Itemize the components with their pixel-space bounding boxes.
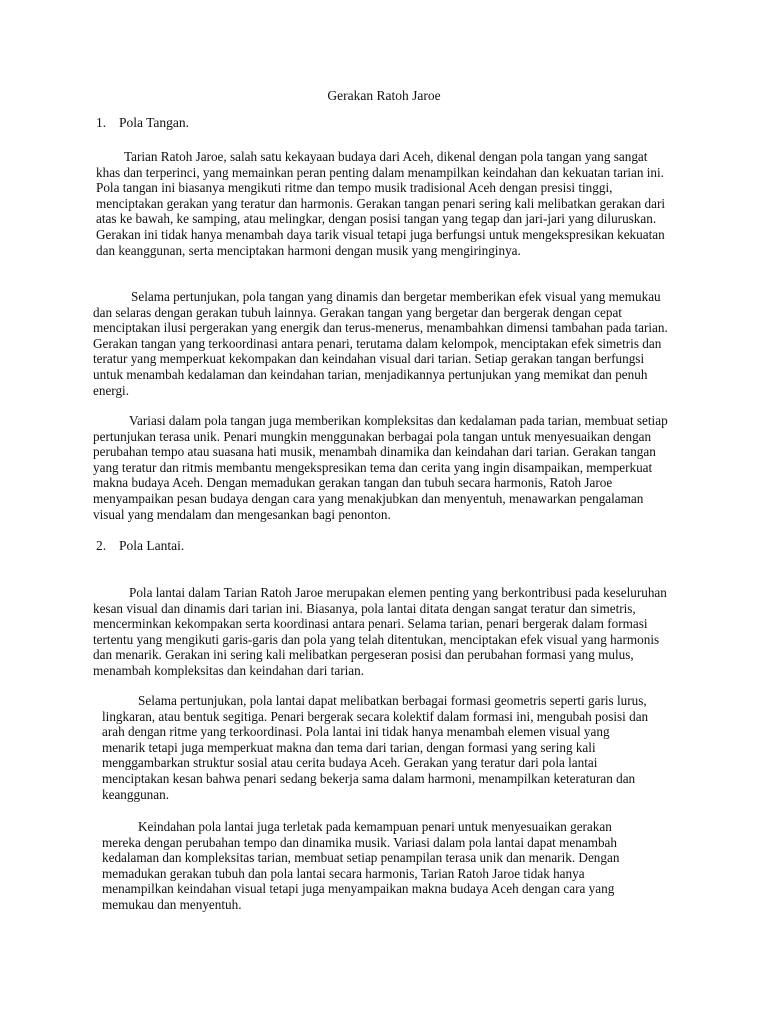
section-title: Pola Tangan. [119, 115, 190, 130]
paragraph [93, 585, 673, 679]
paragraph-text: Selama pertunjukan, pola tangan yang dinamis dan bergetar memberikan efek visual yang memukau dan selaras dengan gerakan tubuh lainnya. Gerakan tangan yang bergetar dan bergerak dengan cepat menciptakan ilusi pergerakan yang energik dan terus-menerus, menambahkan dimensi tambahan pada tarian. Gerakan tangan yang terkoordinasi antara penari, terutama dalam kelompok, menciptakan efek simetris dan teratur yang memperkuat kekompakan dan keindahan visual dari tarian. Setiap gerakan tangan berfungsi untuk menambah kedalaman dan keindahan tarian, menjadikannya pertunjukan yang memikat dan penuh energi. [93, 289, 668, 398]
paragraph-text: Pola lantai dalam Tarian Ratoh Jaroe merupakan elemen penting yang berkontribusi pada keseluruhan kesan visual dan dinamis dari tarian ini. Biasanya, pola lantai ditata dengan sangat teratur dan simetris, mencerminkan kekompakan serta koordinasi antara penari. Selama tarian, penari bergerak dalam formasi tertentu yang mengikuti garis-garis dan pola yang telah ditentukan, menciptakan efek visual yang harmonis dan menarik. Gerakan ini sering kali melibatkan pergeseran posisi dan perubahan formasi yang mulus, menambah kompleksitas dan keindahan dari tarian. [93, 585, 667, 678]
paragraph-text: Selama pertunjukan, pola lantai dapat melibatkan berbagai formasi geometris seperti garis lurus, lingkaran, atau bentuk segitiga. Penari bergerak secara kolektif dalam formasi ini, mengubah posisi dan arah dengan ritme yang terkoordinasi. Pola lantai ini tidak hanya menambah elemen visual yang menarik tetapi juga memperkuat makna dan tema dari tarian, dengan formasi yang sering kali menggambarkan struktur sosial atau cerita budaya Aceh. Gerakan yang teratur dari pola lantai menciptakan kesan bahwa penari sedang bekerja sama dalam harmoni, menampilkan keteraturan dan keanggunan. [102, 693, 649, 802]
section-heading-pola-lantai [96, 538, 184, 554]
paragraph [102, 819, 650, 913]
section-number: 2. [96, 538, 107, 553]
paragraph-text: Keindahan pola lantai juga terletak pada kemampuan penari untuk menyesuaikan gerakan mereka dengan perubahan tempo dan dinamika musik. Variasi dalam pola lantai dapat menambah kedalaman dan kompleksitas tarian, membuat setiap penampilan terasa unik dan menarik. Dengan memadukan gerakan tubuh dan pola lantai secara harmonis, Tarian Ratoh Jaroe tidak hanya menampilkan keindahan visual tetapi juga menyampaikan makna budaya Aceh dengan cara yang memukau dan menyentuh. [102, 819, 620, 912]
section-title: Pola Lantai. [119, 538, 185, 553]
paragraph [93, 413, 673, 522]
section-heading-pola-tangan [96, 115, 189, 131]
paragraph [102, 693, 650, 802]
paragraph [96, 149, 674, 258]
document-title: Gerakan Ratoh Jaroe [327, 88, 441, 103]
paragraph [93, 289, 673, 398]
paragraph-text: Variasi dalam pola tangan juga memberikan kompleksitas dan kedalaman pada tarian, membuat setiap pertunjukan terasa unik. Penari mungkin menggunakan berbagai pola tangan untuk menyesuaikan dengan perubahan tempo atau suasana hati musik, menambah dinamika dan keindahan dari tarian. Gerakan tangan yang teratur dan ritmis membantu mengekspresikan tema dan cerita yang ingin disampaikan, memperkuat makna budaya Aceh. Dengan memadukan gerakan tangan dan tubuh secara harmonis, Ratoh Jaroe menyampaikan pesan budaya dengan cara yang menakjubkan dan menyentuh, menawarkan pengalaman visual yang mendalam dan mengesankan bagi penonton. [93, 413, 668, 522]
paragraph-text: Tarian Ratoh Jaroe, salah satu kekayaan budaya dari Aceh, dikenal dengan pola tangan yang sangat khas dan terperinci, yang memainkan peran penting dalam menampilkan keindahan dan kekuatan tarian ini. Pola tangan ini biasanya mengikuti ritme dan tempo musik tradisional Aceh dengan presisi tinggi, menciptakan gerakan yang teratur dan harmonis. Gerakan tangan penari sering kali melibatkan gerakan dari atas ke bawah, ke samping, atau melingkar, dengan posisi tangan yang tegap dan jari-jari yang diluruskan. Gerakan ini tidak hanya menambah daya tarik visual tetapi juga berfungsi untuk mengekspresikan kekuatan dan keanggunan, serta menciptakan harmoni dengan musik yang mengiringinya. [96, 149, 666, 258]
section-number: 1. [96, 115, 107, 130]
